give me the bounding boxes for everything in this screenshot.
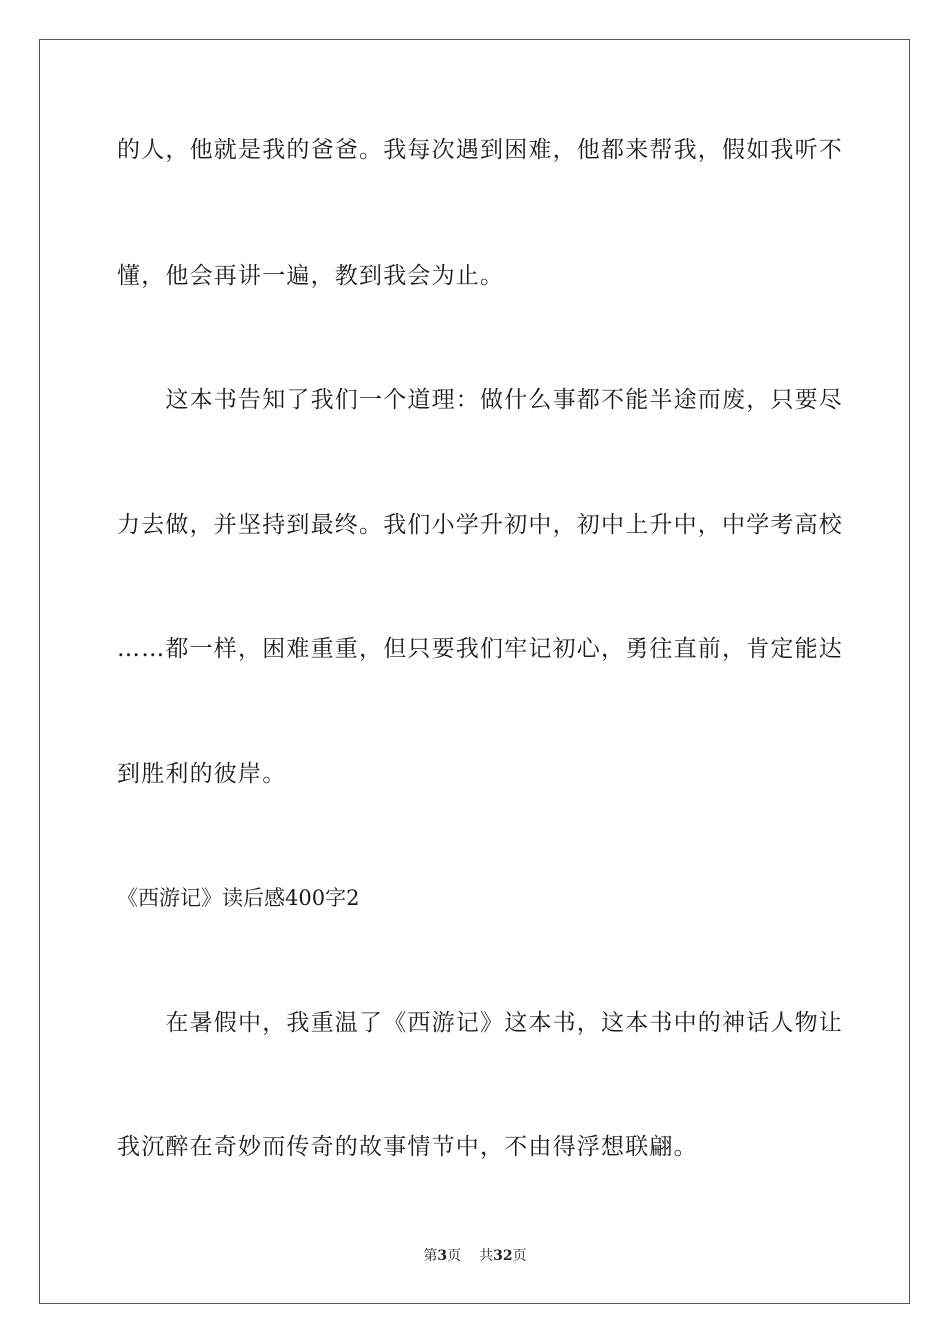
footer-total-suffix: 页 [512,1248,527,1264]
footer-page-suffix: 页 [447,1248,462,1264]
body-line-3: 这本书告知了我们一个道理：做什么事都不能半途而废，只要尽 [117,387,843,413]
page-border [39,39,910,1304]
body-line-6: 到胜利的彼岸。 [117,761,287,787]
footer-total-prefix: 共 [479,1248,494,1264]
footer-page-number: 3 [437,1248,448,1264]
body-line-7: 在暑假中，我重温了《西游记》这本书，这本书中的神话人物让 [117,1010,843,1036]
section-heading: 《西游记》读后感400字2 [117,886,360,910]
body-line-4: 力去做，并坚持到最终。我们小学升初中，初中上升中，中学考高校 [117,512,843,538]
footer-page-prefix: 第 [423,1248,438,1264]
body-line-1: 的人，他就是我的爸爸。我每次遇到困难，他都来帮我，假如我听不 [117,137,843,163]
body-line-8: 我沉醉在奇妙而传奇的故事情节中，不由得浮想联翩。 [117,1134,698,1160]
body-line-5: ……都一样，困难重重，但只要我们牢记初心，勇往直前，肯定能达 [117,636,843,662]
footer-total-number: 32 [493,1248,513,1264]
page-footer [0,1246,950,1266]
body-line-2: 懂，他会再讲一遍，教到我会为止。 [117,263,505,289]
